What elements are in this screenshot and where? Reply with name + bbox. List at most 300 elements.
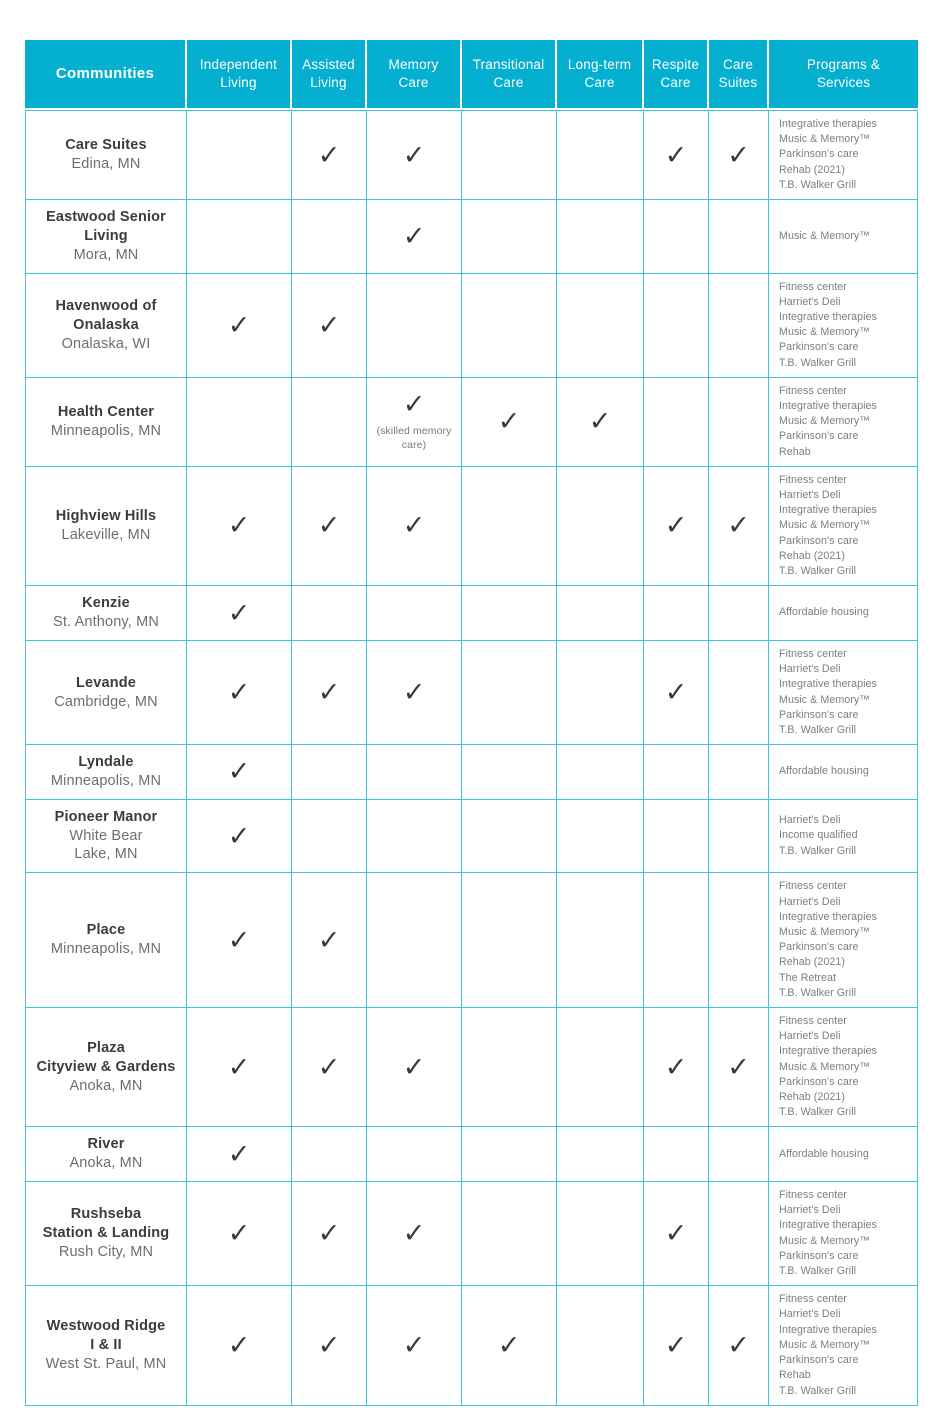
empty-cell-assisted-living bbox=[292, 586, 367, 641]
empty-cell-transitional-care bbox=[462, 274, 557, 378]
program-item: T.B. Walker Grill bbox=[779, 1384, 857, 1397]
program-item: Parkinson's care bbox=[779, 1249, 859, 1262]
check-wrapper bbox=[189, 597, 289, 629]
community-location: Rush City, MN bbox=[58, 1244, 154, 1261]
check-cell-independent-living bbox=[187, 274, 292, 378]
empty-cell-care-suites bbox=[709, 274, 769, 378]
programs-services-cell bbox=[769, 1182, 918, 1286]
program-item: T.B. Walker Grill bbox=[779, 1265, 857, 1278]
community-name-cell bbox=[25, 467, 187, 586]
check-wrapper bbox=[646, 1329, 706, 1361]
check-wrapper bbox=[189, 756, 289, 788]
check-wrapper bbox=[369, 510, 459, 542]
program-item: Music & Memory™ bbox=[779, 925, 871, 938]
program-item: Fitness center bbox=[779, 1189, 847, 1202]
check-wrapper bbox=[189, 1138, 289, 1170]
check-cell-memory-care bbox=[367, 378, 462, 467]
check-wrapper bbox=[294, 139, 364, 171]
program-item: Parkinson's care bbox=[779, 534, 859, 547]
check-icon: ✓ bbox=[317, 924, 341, 956]
program-item: The Retreat bbox=[779, 971, 836, 984]
check-wrapper bbox=[294, 679, 364, 706]
community-name: Highview Hills bbox=[55, 508, 157, 525]
program-item: Fitness center bbox=[779, 1293, 847, 1306]
program-item: Rehab (2021) bbox=[779, 163, 845, 176]
community-location: Mora, MN bbox=[73, 246, 139, 263]
check-wrapper bbox=[369, 1329, 459, 1361]
programs-list bbox=[779, 229, 908, 244]
table-header bbox=[25, 40, 918, 110]
check-cell-memory-care bbox=[367, 641, 462, 745]
check-icon: ✓ bbox=[727, 1329, 750, 1361]
community-name-cell bbox=[25, 1286, 187, 1405]
programs-list bbox=[779, 384, 908, 460]
program-item: T.B. Walker Grill bbox=[779, 178, 857, 191]
program-item: Integrative therapies bbox=[779, 1323, 877, 1336]
empty-cell-care-suites bbox=[709, 1182, 769, 1286]
empty-cell-long-term-care bbox=[557, 467, 644, 586]
check-icon: ✓ bbox=[402, 1218, 426, 1250]
program-item: Music & Memory™ bbox=[779, 133, 871, 146]
empty-cell-assisted-living bbox=[292, 378, 367, 467]
community-name-cell bbox=[25, 274, 187, 378]
check-icon: ✓ bbox=[317, 1218, 341, 1250]
check-icon: ✓ bbox=[317, 677, 341, 708]
communities-comparison-table bbox=[25, 40, 918, 1406]
program-item: Harriet's Deli bbox=[779, 1030, 841, 1043]
programs-list bbox=[779, 1292, 908, 1398]
community-name: Eastwood Senior bbox=[46, 209, 166, 226]
programs-list bbox=[779, 117, 908, 193]
check-cell-assisted-living bbox=[292, 1286, 367, 1405]
empty-cell-independent-living bbox=[187, 110, 292, 200]
program-item: Harriet's Deli bbox=[779, 1204, 841, 1217]
header-label-independent-line1: Independent bbox=[199, 57, 278, 73]
community-name-cell bbox=[25, 745, 187, 800]
programs-list bbox=[779, 473, 908, 579]
table-row bbox=[25, 378, 918, 467]
community-name-cell bbox=[25, 873, 187, 1008]
programs-list bbox=[779, 280, 908, 371]
programs-services-cell bbox=[769, 200, 918, 274]
check-cell-independent-living bbox=[187, 1008, 292, 1127]
check-cell-independent-living bbox=[187, 1127, 292, 1182]
check-wrapper bbox=[294, 1218, 364, 1250]
empty-cell-respite-care bbox=[644, 378, 709, 467]
program-item: Music & Memory™ bbox=[779, 1060, 871, 1073]
program-item: Harriet's Deli bbox=[779, 814, 841, 827]
check-icon: ✓ bbox=[402, 389, 426, 421]
column-header-respite-care bbox=[644, 40, 709, 110]
program-item: Rehab (2021) bbox=[779, 549, 845, 562]
column-header-memory-care bbox=[367, 40, 462, 110]
community-name: Health Center bbox=[57, 403, 155, 420]
program-item: Music & Memory™ bbox=[779, 326, 871, 339]
table-row bbox=[25, 745, 918, 800]
empty-cell-care-suites bbox=[709, 800, 769, 874]
empty-cell-memory-care bbox=[367, 745, 462, 800]
program-item: Fitness center bbox=[779, 473, 847, 486]
header-row bbox=[25, 40, 918, 110]
programs-list bbox=[779, 1014, 908, 1120]
header-label-assisted-line1: Assisted bbox=[302, 57, 355, 73]
table-row bbox=[25, 586, 918, 641]
community-name: I & II bbox=[90, 1337, 122, 1354]
empty-cell-long-term-care bbox=[557, 200, 644, 274]
empty-cell-independent-living bbox=[187, 200, 292, 274]
programs-services-cell bbox=[769, 110, 918, 200]
header-label-assisted-line2: Living bbox=[310, 75, 347, 90]
check-wrapper bbox=[294, 1329, 364, 1361]
column-header-assisted-living bbox=[292, 40, 367, 110]
check-cell-assisted-living bbox=[292, 873, 367, 1008]
check-icon: ✓ bbox=[664, 1329, 688, 1361]
header-label-caresuites-line2: Suites bbox=[718, 75, 758, 90]
column-header-communities bbox=[25, 40, 187, 110]
program-item: Integrative therapies bbox=[779, 1045, 877, 1058]
header-label-independent-line2: Living bbox=[220, 75, 257, 90]
program-item: Integrative therapies bbox=[779, 118, 877, 130]
programs-services-cell bbox=[769, 467, 918, 586]
program-item: Music & Memory™ bbox=[779, 519, 871, 532]
community-location: Cambridge, MN bbox=[54, 693, 158, 710]
check-cell-independent-living bbox=[187, 800, 292, 874]
check-icon: ✓ bbox=[227, 756, 251, 788]
programs-list bbox=[779, 813, 908, 859]
empty-cell-transitional-care bbox=[462, 110, 557, 200]
community-name: River bbox=[87, 1136, 125, 1153]
check-icon: ✓ bbox=[317, 139, 341, 171]
empty-cell-memory-care bbox=[367, 274, 462, 378]
check-cell-independent-living bbox=[187, 1182, 292, 1286]
check-cell-assisted-living bbox=[292, 274, 367, 378]
program-item: Fitness center bbox=[779, 280, 847, 293]
programs-services-cell bbox=[769, 800, 918, 874]
empty-cell-long-term-care bbox=[557, 873, 644, 1008]
empty-cell-assisted-living bbox=[292, 1127, 367, 1182]
empty-cell-care-suites bbox=[709, 1127, 769, 1182]
check-wrapper bbox=[369, 679, 459, 706]
check-cell-transitional-care bbox=[462, 1286, 557, 1405]
community-location: Minneapolis, MN bbox=[50, 772, 162, 789]
column-header-programs-services bbox=[769, 40, 918, 110]
community-name-cell bbox=[25, 378, 187, 467]
empty-cell-assisted-living bbox=[292, 800, 367, 874]
community-name-cell bbox=[25, 200, 187, 274]
check-icon: ✓ bbox=[227, 1051, 251, 1083]
check-wrapper bbox=[646, 1051, 706, 1083]
community-name: Onalaska bbox=[73, 316, 139, 333]
check-cell-independent-living bbox=[187, 641, 292, 745]
table-row bbox=[25, 1008, 918, 1127]
check-icon: ✓ bbox=[402, 510, 426, 542]
programs-services-cell bbox=[769, 274, 918, 378]
empty-cell-respite-care bbox=[644, 873, 709, 1008]
check-cell-memory-care bbox=[367, 1008, 462, 1127]
memory-care-note: (skilled memory care) bbox=[376, 425, 452, 451]
empty-cell-long-term-care bbox=[557, 1286, 644, 1405]
program-item: Fitness center bbox=[779, 1014, 847, 1027]
check-wrapper bbox=[464, 1329, 554, 1361]
empty-cell-respite-care bbox=[644, 200, 709, 274]
column-header-independent-living bbox=[187, 40, 292, 110]
empty-cell-transitional-care bbox=[462, 641, 557, 745]
empty-cell-long-term-care bbox=[557, 1127, 644, 1182]
community-name: Care Suites bbox=[65, 137, 147, 154]
header-label-transitional-line2: Care bbox=[493, 75, 524, 90]
check-icon: ✓ bbox=[727, 510, 750, 542]
check-wrapper bbox=[294, 309, 364, 341]
check-cell-independent-living bbox=[187, 745, 292, 800]
program-item: T.B. Walker Grill bbox=[779, 356, 857, 369]
empty-cell-transitional-care bbox=[462, 467, 557, 586]
program-item: Integrative therapies bbox=[779, 678, 877, 691]
header-label-respite-line1: Respite bbox=[651, 57, 700, 73]
check-icon: ✓ bbox=[227, 924, 251, 956]
check-cell-independent-living bbox=[187, 1286, 292, 1405]
community-location: Lakeville, MN bbox=[61, 526, 151, 543]
check-icon: ✓ bbox=[227, 309, 251, 341]
empty-cell-long-term-care bbox=[557, 1182, 644, 1286]
empty-cell-memory-care bbox=[367, 586, 462, 641]
program-item: Harriet's Deli bbox=[779, 295, 841, 308]
empty-cell-long-term-care bbox=[557, 800, 644, 874]
check-wrapper bbox=[711, 139, 766, 171]
check-wrapper bbox=[189, 820, 289, 852]
check-icon: ✓ bbox=[497, 406, 521, 438]
program-item: Music & Memory™ bbox=[779, 229, 871, 242]
check-cell-respite-care bbox=[644, 467, 709, 586]
empty-cell-assisted-living bbox=[292, 200, 367, 274]
program-item: Parkinson's care bbox=[779, 341, 859, 354]
community-name: Kenzie bbox=[82, 595, 130, 612]
check-cell-respite-care bbox=[644, 110, 709, 200]
header-label-longterm-line1: Long-term bbox=[567, 57, 632, 73]
program-item: Parkinson's care bbox=[779, 941, 859, 954]
program-item: Integrative therapies bbox=[779, 1219, 877, 1232]
community-location: Minneapolis, MN bbox=[50, 941, 162, 958]
check-wrapper bbox=[369, 220, 459, 252]
empty-cell-assisted-living bbox=[292, 745, 367, 800]
community-name: Pioneer Manor bbox=[54, 808, 158, 825]
check-wrapper bbox=[189, 309, 289, 341]
check-cell-care-suites bbox=[709, 467, 769, 586]
empty-cell-transitional-care bbox=[462, 586, 557, 641]
programs-services-cell bbox=[769, 873, 918, 1008]
program-item: Rehab (2021) bbox=[779, 956, 845, 969]
table-row bbox=[25, 800, 918, 874]
check-cell-memory-care bbox=[367, 1286, 462, 1405]
check-icon: ✓ bbox=[317, 309, 341, 341]
empty-cell-care-suites bbox=[709, 586, 769, 641]
check-icon: ✓ bbox=[727, 139, 750, 171]
community-name-cell bbox=[25, 110, 187, 200]
check-wrapper bbox=[711, 1329, 766, 1361]
check-wrapper bbox=[189, 924, 289, 956]
program-item: Harriet's Deli bbox=[779, 1308, 841, 1321]
check-cell-memory-care bbox=[367, 110, 462, 200]
program-item: Music & Memory™ bbox=[779, 1234, 871, 1247]
program-item: Integrative therapies bbox=[779, 310, 877, 323]
community-location: Edina, MN bbox=[71, 156, 141, 172]
community-name-cell bbox=[25, 800, 187, 874]
empty-cell-transitional-care bbox=[462, 1182, 557, 1286]
header-label-respite-line2: Care bbox=[660, 75, 691, 90]
empty-cell-respite-care bbox=[644, 1127, 709, 1182]
program-item: T.B. Walker Grill bbox=[779, 844, 857, 857]
check-wrapper bbox=[189, 510, 289, 542]
header-label-memory-line1: Memory bbox=[388, 57, 439, 73]
empty-cell-memory-care bbox=[367, 800, 462, 874]
program-item: Integrative therapies bbox=[779, 504, 877, 517]
community-name: Rushseba bbox=[70, 1206, 142, 1223]
check-cell-respite-care bbox=[644, 1182, 709, 1286]
community-location: Lake, MN bbox=[74, 846, 138, 863]
check-cell-care-suites bbox=[709, 110, 769, 200]
column-header-care-suites bbox=[709, 40, 769, 110]
empty-cell-long-term-care bbox=[557, 641, 644, 745]
programs-services-cell bbox=[769, 1286, 918, 1405]
program-item: Affordable housing bbox=[779, 765, 869, 778]
empty-cell-long-term-care bbox=[557, 745, 644, 800]
check-wrapper bbox=[711, 510, 766, 542]
check-wrapper bbox=[294, 924, 364, 956]
programs-services-cell bbox=[769, 1008, 918, 1127]
check-wrapper bbox=[464, 406, 554, 438]
header-label-communities: Communities bbox=[55, 65, 155, 83]
empty-cell-long-term-care bbox=[557, 110, 644, 200]
empty-cell-independent-living bbox=[187, 378, 292, 467]
check-icon: ✓ bbox=[227, 1138, 251, 1170]
check-wrapper bbox=[646, 1218, 706, 1250]
programs-list bbox=[779, 1188, 908, 1279]
empty-cell-respite-care bbox=[644, 800, 709, 874]
table-row bbox=[25, 1182, 918, 1286]
empty-cell-transitional-care bbox=[462, 200, 557, 274]
check-icon: ✓ bbox=[317, 1051, 341, 1083]
column-header-transitional-care bbox=[462, 40, 557, 110]
check-cell-respite-care bbox=[644, 1286, 709, 1405]
check-icon: ✓ bbox=[402, 1051, 426, 1083]
program-item: Parkinson's care bbox=[779, 1075, 859, 1088]
check-icon: ✓ bbox=[317, 510, 341, 542]
check-icon: ✓ bbox=[664, 510, 688, 542]
check-cell-assisted-living bbox=[292, 641, 367, 745]
program-item: Affordable housing bbox=[779, 606, 869, 619]
header-label-programs-line2: Services bbox=[816, 75, 871, 90]
column-header-longterm-care bbox=[557, 40, 644, 110]
program-item: Fitness center bbox=[779, 647, 847, 660]
check-cell-assisted-living bbox=[292, 1182, 367, 1286]
empty-cell-care-suites bbox=[709, 873, 769, 1008]
check-cell-transitional-care bbox=[462, 378, 557, 467]
community-location: Onalaska, WI bbox=[61, 335, 151, 352]
empty-cell-transitional-care bbox=[462, 873, 557, 1008]
community-name: Cityview & Gardens bbox=[36, 1058, 176, 1075]
community-name-cell bbox=[25, 641, 187, 745]
check-wrapper bbox=[646, 139, 706, 171]
program-item: T.B. Walker Grill bbox=[779, 986, 857, 999]
community-name: Lyndale bbox=[78, 754, 134, 771]
table-row bbox=[25, 274, 918, 378]
programs-list bbox=[779, 879, 908, 1001]
table-row bbox=[25, 200, 918, 274]
check-wrapper bbox=[559, 406, 641, 438]
program-item: Parkinson's care bbox=[779, 430, 859, 443]
programs-services-cell bbox=[769, 641, 918, 745]
check-cell-independent-living bbox=[187, 586, 292, 641]
empty-cell-transitional-care bbox=[462, 1008, 557, 1127]
check-cell-respite-care bbox=[644, 1008, 709, 1127]
check-icon: ✓ bbox=[227, 1218, 251, 1250]
program-item: Parkinson's care bbox=[779, 148, 859, 161]
program-item: Rehab (2021) bbox=[779, 1090, 845, 1103]
community-location: White Bear bbox=[69, 827, 143, 844]
empty-cell-memory-care bbox=[367, 1127, 462, 1182]
check-icon: ✓ bbox=[317, 1329, 341, 1361]
check-icon: ✓ bbox=[227, 597, 251, 629]
program-item: Music & Memory™ bbox=[779, 415, 871, 428]
community-name: Place bbox=[86, 922, 126, 939]
program-item: Fitness center bbox=[779, 880, 847, 893]
empty-cell-transitional-care bbox=[462, 1127, 557, 1182]
community-name-cell bbox=[25, 1008, 187, 1127]
empty-cell-care-suites bbox=[709, 378, 769, 467]
check-wrapper bbox=[711, 1051, 766, 1083]
programs-services-cell bbox=[769, 378, 918, 467]
community-name: Plaza bbox=[87, 1039, 125, 1056]
check-icon: ✓ bbox=[227, 820, 251, 852]
check-wrapper bbox=[646, 679, 706, 706]
programs-services-cell bbox=[769, 745, 918, 800]
community-name-cell bbox=[25, 1127, 187, 1182]
check-wrapper bbox=[369, 1051, 459, 1083]
check-icon: ✓ bbox=[727, 1051, 750, 1083]
empty-cell-transitional-care bbox=[462, 745, 557, 800]
check-cell-care-suites bbox=[709, 1008, 769, 1127]
community-name: Station & Landing bbox=[42, 1225, 170, 1242]
community-name: Havenwood of bbox=[55, 297, 157, 314]
check-wrapper bbox=[294, 510, 364, 542]
program-item: Fitness center bbox=[779, 384, 847, 397]
check-icon: ✓ bbox=[664, 139, 688, 171]
check-icon: ✓ bbox=[588, 406, 612, 438]
empty-cell-memory-care bbox=[367, 873, 462, 1008]
check-wrapper bbox=[369, 391, 459, 452]
check-wrapper bbox=[189, 679, 289, 706]
check-icon: ✓ bbox=[402, 677, 426, 708]
community-name-cell bbox=[25, 586, 187, 641]
program-item: Income qualified bbox=[779, 829, 858, 842]
check-cell-memory-care bbox=[367, 467, 462, 586]
table-body bbox=[25, 110, 918, 1406]
program-item: T.B. Walker Grill bbox=[779, 565, 857, 577]
check-cell-assisted-living bbox=[292, 110, 367, 200]
table-row bbox=[25, 110, 918, 200]
programs-services-cell bbox=[769, 1127, 918, 1182]
table-row bbox=[25, 1286, 918, 1405]
check-wrapper bbox=[189, 1329, 289, 1361]
empty-cell-long-term-care bbox=[557, 274, 644, 378]
community-location: West St. Paul, MN bbox=[45, 1355, 167, 1372]
check-cell-independent-living bbox=[187, 873, 292, 1008]
check-cell-memory-care bbox=[367, 1182, 462, 1286]
community-location: Anoka, MN bbox=[69, 1077, 143, 1094]
program-item: Harriet's Deli bbox=[779, 663, 841, 676]
header-label-transitional-line1: Transitional bbox=[472, 57, 545, 73]
program-item: T.B. Walker Grill bbox=[779, 1106, 857, 1119]
check-icon: ✓ bbox=[497, 1329, 521, 1361]
